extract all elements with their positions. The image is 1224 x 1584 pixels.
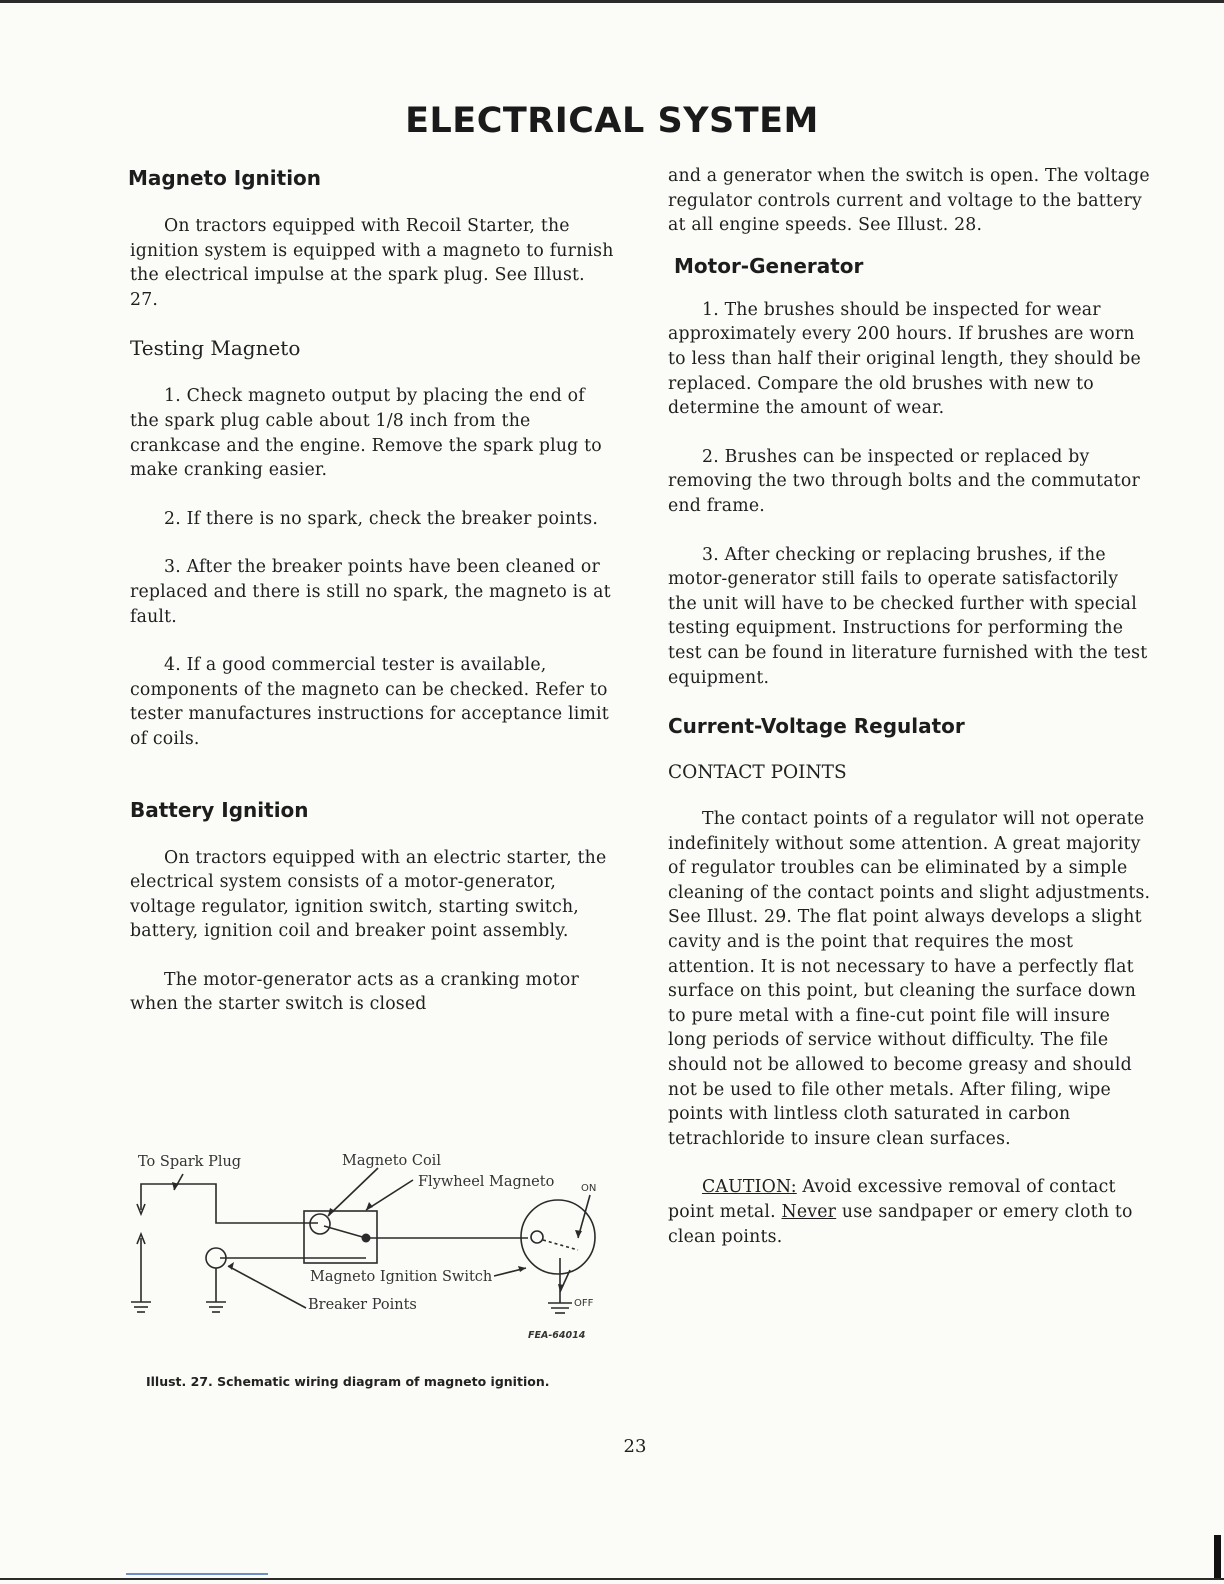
bottom-rule — [0, 1578, 1224, 1580]
testing-magneto-heading: Testing Magneto — [130, 336, 301, 361]
magneto-wiring-diagram — [128, 1140, 618, 1400]
motor-item-3: 3. After checking or replacing brushes, if the motor-generator still fails to operate satisfactorily the unit will have to be checked further with special testing equipment. Instructions for performing the test can be found in literature furnished with the test equipment. — [668, 544, 1148, 688]
label-to-spark-plug: To Spark Plug — [138, 1154, 242, 1170]
magneto-paragraph: On tractors equipped with Recoil Starter, the ignition system is equipped with a magneto to furnish the electrical impulse at the spark plug. See Illust. 27. — [130, 216, 614, 310]
caution-text-1: Avoid excessive removal of contact point metal. — [668, 1177, 1116, 1222]
figure-caption: Illust. 27. Schematic wiring diagram of magneto ignition. — [146, 1374, 550, 1389]
contact-paragraph: The contact points of a regulator will not operate indefinitely without some attention. A great majority of regulator troubles can be eliminated by a simple cleaning of the contact points and slight adjustments. See Illust. 29. The flat point always develops a slight cavity and is the point that requires the most attention. It is not necessary to have a perfectly flat surface on this point, but cleaning the surface down to pure metal with a fine-cut point file will insure long periods of service without difficulty. The file should not be allowed to become greasy and should not be used to file other metals. After filing, wipe points with lintless cloth saturated in carbon tetrachloride to insure clean surfaces. — [668, 809, 1151, 1149]
label-breaker-points: Breaker Points — [308, 1297, 417, 1313]
regulator-heading: Current-Voltage Regulator — [668, 714, 965, 739]
label-ignition-switch: Magneto Ignition Switch — [310, 1269, 493, 1285]
page-number: 23 — [623, 1436, 647, 1457]
page-title: ELECTRICAL SYSTEM — [405, 101, 819, 142]
wiring-schematic — [128, 1140, 618, 1360]
testing-item-3: 3. After the breaker points have been cleaned or replaced and there is still no spark, the magneto is at fault. — [130, 557, 611, 627]
label-on: ON — [581, 1183, 597, 1194]
contact-points-heading: CONTACT POINTS — [668, 762, 847, 784]
battery-ignition-heading: Battery Ignition — [130, 797, 309, 822]
caution-text-2: use sandpaper or emery cloth to clean points. — [668, 1202, 1133, 1247]
spark-plug-wire — [141, 1184, 318, 1223]
label-off: OFF — [574, 1298, 594, 1309]
label-flywheel-magneto: Flywheel Magneto — [418, 1174, 555, 1190]
coil-terminal — [310, 1214, 330, 1234]
caution-never: Never — [781, 1202, 837, 1222]
label-magneto-coil: Magneto Coil — [342, 1153, 441, 1169]
continued-paragraph: and a generator when the switch is open. The voltage regulator controls current and voltage to the battery at all engine speeds. See Illust. 28. — [668, 166, 1150, 236]
bottom-link-rule — [126, 1573, 268, 1575]
motor-item-1: 1. The brushes should be inspected for wear approximately every 200 hours. If brushes are worn to less than half their original length, they should be replaced. Compare the old brushes with new to determine the amount of wear. — [668, 299, 1141, 419]
battery-paragraph-2: The motor-generator acts as a cranking motor when the starter switch is closed — [130, 969, 579, 1015]
right-column — [668, 164, 1152, 1249]
left-column — [130, 166, 616, 1017]
testing-item-2: 2. If there is no spark, check the breaker points. — [164, 508, 599, 529]
testing-item-4: 4. If a good commercial tester is available, components of the magneto can be checked. Refer to tester manufactures instructions for acceptance limit of coils. — [130, 655, 609, 749]
magneto-ignition-heading: Magneto Ignition — [128, 166, 322, 190]
motor-item-2: 2. Brushes can be inspected or replaced by removing the two through bolts and the commutator end frame. — [668, 446, 1140, 516]
ignition-switch-dial — [521, 1200, 595, 1274]
caution-label: CAUTION: — [702, 1177, 797, 1198]
edge-mark — [1214, 1535, 1221, 1578]
figure-code: FEA-64014 — [528, 1330, 586, 1341]
motor-generator-heading: Motor-Generator — [674, 253, 864, 278]
testing-item-1: 1. Check magneto output by placing the end of the spark plug cable about 1/8 inch from the crankcase and the engine. Remove the spark plug to make cranking easier. — [130, 386, 602, 481]
battery-paragraph-1: On tractors equipped with an electric starter, the electrical system consists of a motor-generator, voltage regulator, ignition switch, starting switch, battery, ignition coil and breaker point assembly. — [130, 847, 607, 942]
caution-paragraph — [668, 1175, 1152, 1249]
top-rule — [0, 0, 1224, 3]
